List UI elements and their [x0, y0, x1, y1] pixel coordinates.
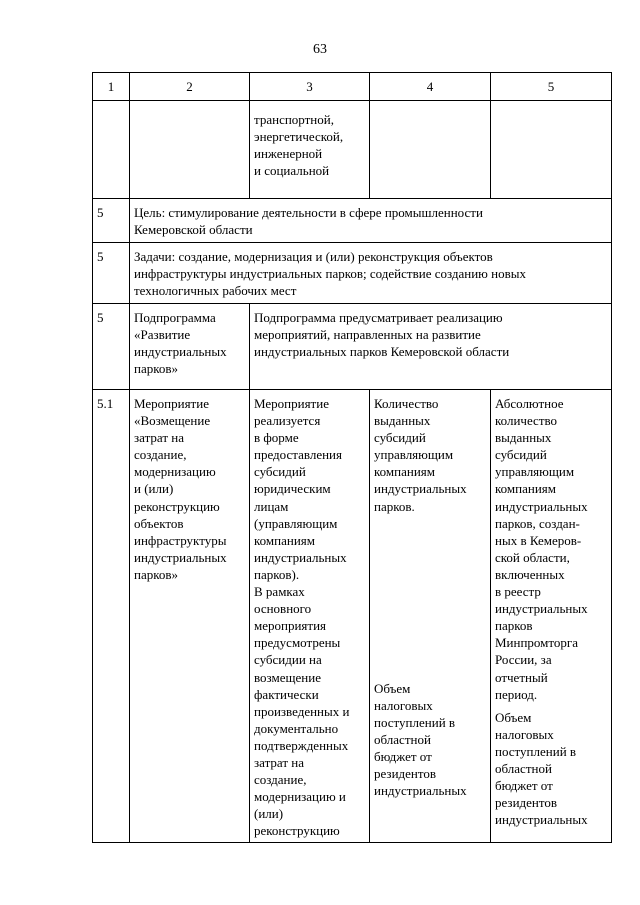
text-line: включенных [495, 566, 565, 582]
text-line: произведенных и [254, 703, 350, 719]
text-line: документально [254, 720, 339, 736]
text-line: Минпромторга [495, 635, 579, 651]
measure-indicators [370, 390, 491, 843]
text-line: создание, [254, 772, 307, 788]
cell-continuation-text [250, 101, 370, 199]
text-line: затрат на [134, 430, 185, 446]
text-line: реконструкцию [254, 823, 340, 839]
text-line: индустриальных [495, 812, 588, 828]
text-line: ных в Кемеров- [495, 532, 582, 548]
indicator-tax-revenue [374, 680, 486, 800]
text-line: поступлений в [495, 743, 577, 759]
text-line: индустриальных парков Кемеровской области [254, 344, 510, 360]
text-line: создание, [134, 447, 187, 463]
text-line: количество [495, 413, 558, 429]
text-line: период. [495, 686, 538, 702]
text-line: выданных [495, 430, 552, 446]
subprogram-name [130, 304, 250, 390]
text-line: Кемеровской области [134, 222, 253, 238]
text-line: модернизацию [134, 464, 216, 480]
text-line: индустриальных [374, 481, 467, 497]
text-line: «Возмещение [134, 413, 211, 429]
text-line: индустриальных [254, 549, 347, 565]
page-number: 63 [313, 42, 327, 57]
indicator-subsidies [374, 395, 486, 515]
text-line: областной [495, 760, 552, 776]
text-line: индустриальных [134, 344, 227, 360]
text-line: налоговых [495, 726, 554, 742]
text-line: парков» [134, 566, 179, 582]
cell-empty [130, 101, 250, 199]
text-line: индустриальных [374, 783, 467, 799]
text-line: в реестр [495, 584, 541, 600]
table-row-measure [93, 390, 612, 843]
text-line: индустриальных [495, 498, 588, 514]
text-line: реконструкцию [134, 498, 220, 514]
text-line: инфраструктуры индустриальных парков; содействие созданию новых [134, 266, 526, 282]
text-line: возмещение [254, 669, 321, 685]
text-line: резидентов [374, 766, 437, 782]
cell-empty [93, 101, 130, 199]
text-line: налоговых [374, 697, 433, 713]
text-line: в форме [254, 430, 299, 446]
text-line: модернизацию и [254, 789, 346, 805]
text-line: парков). [254, 566, 300, 582]
text-line: резидентов [495, 795, 558, 811]
goal-text [130, 199, 612, 243]
measure-description [250, 390, 370, 843]
text-line: ской области, [495, 549, 570, 565]
text-line: фактически [254, 686, 319, 702]
program-table [92, 72, 612, 843]
text-line: юридическим [254, 481, 331, 497]
text-line: затрат на [254, 754, 305, 770]
text-line: поступлений в [374, 714, 456, 730]
header-cell-3: 3 [250, 73, 370, 101]
text-line: мероприятий, направленных на развитие [254, 327, 481, 343]
measure-indicator-method [491, 390, 612, 843]
text-line: индустриальных [495, 601, 588, 617]
text-line: реализуется [254, 413, 321, 429]
text-line: Подпрограмма [134, 310, 216, 325]
text-line: Объем [374, 680, 411, 696]
text-line: субсидий [254, 464, 306, 480]
text-line: парков, создан- [495, 515, 580, 531]
text-line: Задачи: создание, модернизация и (или) реконструкция объектов [134, 249, 493, 264]
text-line: Мероприятие [254, 396, 329, 411]
text-line: энергетической, [254, 129, 344, 145]
text-line: субсидий [374, 430, 426, 446]
row-number: 5.1 [93, 390, 130, 843]
text-line: субсидий [495, 447, 547, 463]
row-number: 5 [93, 199, 130, 243]
text-line: предоставления [254, 447, 342, 463]
text-line: Цель: стимулирование деятельности в сфере промышленности [134, 205, 483, 220]
table-header-row [93, 73, 612, 101]
text-line: инфраструктуры [134, 532, 227, 548]
text-line: отчетный [495, 669, 548, 685]
text-line: Количество [374, 396, 439, 411]
text-line: субсидии на [254, 652, 322, 668]
text-line: парков [495, 618, 533, 634]
text-line: управляющим [495, 464, 575, 480]
spacer [374, 515, 486, 680]
header-cell-1: 1 [93, 73, 130, 101]
row-number: 5 [93, 243, 130, 304]
table-row-subprogram [93, 304, 612, 390]
text-line: Объем [495, 709, 532, 725]
subprogram-description [250, 304, 612, 390]
row-number: 5 [93, 304, 130, 390]
text-line: В рамках [254, 584, 305, 600]
header-cell-2: 2 [130, 73, 250, 101]
tasks-text [130, 243, 612, 304]
text-line: (управляющим [254, 515, 338, 531]
table-row-tasks [93, 243, 612, 304]
text-line: подтвержденных [254, 737, 349, 753]
method-tax-revenue [495, 709, 607, 829]
text-line: парков» [134, 361, 179, 377]
text-line: Подпрограмма предусматривает реализацию [254, 310, 503, 325]
cell-empty [491, 101, 612, 199]
method-subsidies [495, 395, 607, 703]
text-line: объектов [134, 515, 184, 531]
cell-empty [370, 101, 491, 199]
text-line: бюджет от [374, 749, 432, 765]
text-line: областной [374, 731, 431, 747]
text-line: компаниям [374, 464, 435, 480]
table-row-goal [93, 199, 612, 243]
text-line: (или) [254, 806, 284, 822]
text-line: транспортной, [254, 112, 334, 127]
text-line: Мероприятие [134, 396, 209, 411]
text-line: лицам [254, 498, 289, 514]
text-line: управляющим [374, 447, 454, 463]
text-line: «Развитие [134, 327, 191, 343]
text-line: предусмотрены [254, 635, 341, 651]
text-line: выданных [374, 413, 431, 429]
text-line: парков. [374, 498, 415, 514]
measure-name [130, 390, 250, 843]
header-cell-4: 4 [370, 73, 491, 101]
text-line: мероприятия [254, 618, 327, 634]
header-cell-5: 5 [491, 73, 612, 101]
text-line: Абсолютное [495, 396, 564, 411]
text-line: компаниям [495, 481, 556, 497]
text-line: и социальной [254, 163, 330, 179]
text-line: индустриальных [134, 549, 227, 565]
text-line: России, за [495, 652, 552, 668]
table-row-continuation [93, 101, 612, 199]
text-line: основного [254, 601, 312, 617]
text-line: бюджет от [495, 778, 553, 794]
text-line: инженерной [254, 146, 323, 162]
text-line: компаниям [254, 532, 315, 548]
text-line: технологичных рабочих мест [134, 283, 297, 299]
text-line: и (или) [134, 481, 174, 497]
